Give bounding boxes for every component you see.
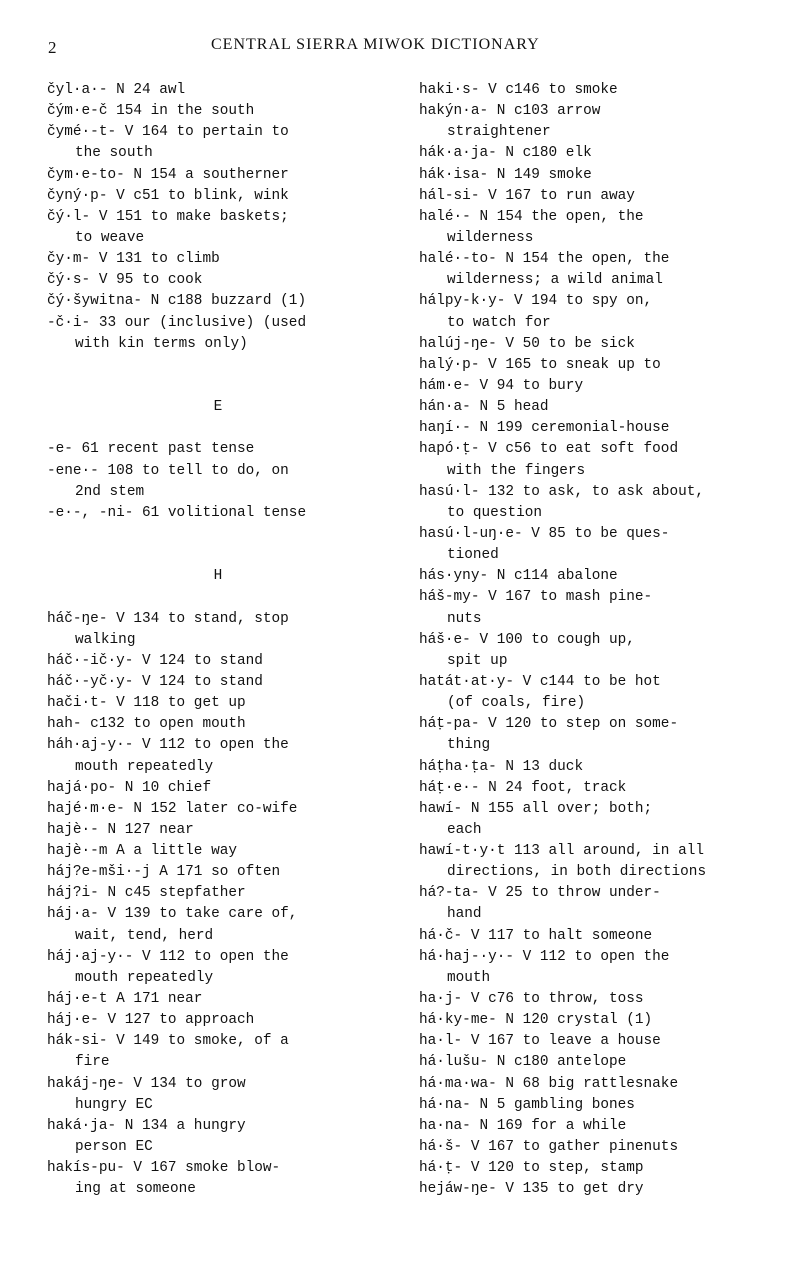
- dictionary-entry: hakýn·a- N c103 arrow: [419, 103, 601, 120]
- section-heading: H: [213, 568, 223, 585]
- dictionary-entry: háč·-yč·y- V 124 to stand: [47, 673, 263, 690]
- dictionary-entry: há·ky-me- N 120 crystal (1): [419, 1012, 653, 1029]
- section-heading: E: [213, 399, 223, 416]
- dictionary-entry: čy·m- V 131 to climb: [47, 251, 220, 268]
- dictionary-entry: háj·e-t A 171 near: [47, 991, 203, 1008]
- dictionary-entry: há·na- N 5 gambling bones: [419, 1096, 635, 1113]
- entry-continuation: the south: [75, 145, 153, 162]
- dictionary-entry: hajá·po- N 10 chief: [47, 779, 212, 796]
- dictionary-entry: hasú·l-uŋ·e- V 85 to be ques-: [419, 525, 670, 542]
- dictionary-entry: háj·aj-y·- V 112 to open the: [47, 948, 289, 965]
- entry-continuation: spit up: [447, 652, 508, 669]
- dictionary-entry: halúj-ŋe- V 50 to be sick: [419, 335, 635, 352]
- entry-continuation: each: [447, 821, 482, 838]
- dictionary-entry: há·lušu- N c180 antelope: [419, 1054, 627, 1071]
- dictionary-entry: hatát·at·y- V c144 to be hot: [419, 673, 661, 690]
- dictionary-entry: háj?i- N c45 stepfather: [47, 885, 246, 902]
- dictionary-entry: háj·e- V 127 to approach: [47, 1012, 255, 1029]
- blank-line: [47, 587, 399, 608]
- dictionary-entry: čý·l- V 151 to make baskets;: [47, 208, 289, 225]
- dictionary-entry: hejáw-ŋe- V 135 to get dry: [419, 1181, 644, 1198]
- dictionary-entry: há·ṭ- V 120 to step, stamp: [419, 1160, 644, 1177]
- dictionary-entry: hawí- N 155 all over; both;: [419, 800, 653, 817]
- dictionary-entry: hajè·- N 127 near: [47, 821, 194, 838]
- dictionary-entry: háč-ŋe- V 134 to stand, stop: [47, 610, 289, 627]
- dictionary-entry: ha·l- V 167 to leave a house: [419, 1033, 661, 1050]
- dictionary-entry: háš-my- V 167 to mash pine-: [419, 589, 653, 606]
- blank-line: [47, 524, 399, 545]
- blank-line: [47, 355, 399, 376]
- dictionary-entry: čyl·a·- N 24 awl: [47, 82, 186, 98]
- dictionary-entry: háṭha·ṭa- N 13 duck: [419, 758, 584, 775]
- dictionary-entry: hapó·ṭ- V c56 to eat soft food: [419, 441, 679, 458]
- dictionary-entry: ha·j- V c76 to throw, toss: [419, 991, 644, 1008]
- blank-line: [47, 376, 399, 397]
- dictionary-entry: čymé·-t- V 164 to pertain to: [47, 124, 289, 141]
- entry-continuation: fire: [75, 1054, 110, 1071]
- entry-continuation: tioned: [447, 547, 499, 564]
- dictionary-entry: hák·isa- N 149 smoke: [419, 166, 592, 183]
- dictionary-entry: čý·šywitna- N c188 buzzard (1): [47, 293, 307, 310]
- dictionary-entry: hawí-t·y·t 113 all around, in all: [419, 843, 704, 860]
- dictionary-entry: haki·s- V c146 to smoke: [419, 82, 618, 98]
- entry-continuation: wilderness; a wild animal: [447, 272, 663, 289]
- entry-continuation: directions, in both directions: [447, 864, 707, 881]
- dictionary-entry: há·č- V 117 to halt someone: [419, 927, 653, 944]
- dictionary-entry: hači·t- V 118 to get up: [47, 695, 246, 712]
- dictionary-entry: hajé·m·e- N 152 later co-wife: [47, 800, 298, 817]
- entry-continuation: person EC: [75, 1139, 153, 1156]
- dictionary-entry: čý·s- V 95 to cook: [47, 272, 203, 289]
- entry-continuation: (of coals, fire): [447, 695, 586, 712]
- entry-continuation: mouth repeatedly: [75, 758, 214, 775]
- blank-line: [47, 418, 399, 439]
- dictionary-entry: hah- c132 to open mouth: [47, 716, 246, 733]
- dictionary-entry: halé·-to- N 154 the open, the: [419, 251, 670, 268]
- entry-continuation: mouth repeatedly: [75, 969, 214, 986]
- entry-continuation: walking: [75, 631, 136, 648]
- entry-continuation: thing: [447, 737, 491, 754]
- dictionary-entry: háṭ·e·- N 24 foot, track: [419, 779, 627, 796]
- dictionary-entry: čyný·p- V c51 to blink, wink: [47, 187, 289, 204]
- dictionary-entry: haŋí·- N 199 ceremonial-house: [419, 420, 670, 437]
- dictionary-entry: -e- 61 recent past tense: [47, 441, 255, 458]
- entry-continuation: hand: [447, 906, 482, 923]
- dictionary-entry: hasú·l- 132 to ask, to ask about,: [419, 483, 704, 500]
- dictionary-entry: hám·e- V 94 to bury: [419, 377, 584, 394]
- dictionary-entry: há?-ta- V 25 to throw under-: [419, 885, 661, 902]
- dictionary-entry: hák-si- V 149 to smoke, of a: [47, 1033, 289, 1050]
- dictionary-entry: halý·p- V 165 to sneak up to: [419, 356, 661, 373]
- page-title: CENTRAL SIERRA MIWOK DICTIONARY: [211, 36, 540, 53]
- dictionary-entry: háj·a- V 139 to take care of,: [47, 906, 298, 923]
- dictionary-entry: čým·e-č 154 in the south: [47, 103, 255, 120]
- entry-continuation: wilderness: [447, 229, 534, 246]
- blank-line: [47, 545, 399, 566]
- dictionary-entry: háṭ-pa- V 120 to step on some-: [419, 716, 679, 733]
- dictionary-entry: há·haj-·y·- V 112 to open the: [419, 948, 670, 965]
- dictionary-entry: haká·ja- N 134 a hungry: [47, 1117, 246, 1134]
- entry-continuation: to question: [447, 504, 542, 521]
- dictionary-entry: ha·na- N 169 for a while: [419, 1117, 627, 1134]
- dictionary-entry: hás·yny- N c114 abalone: [419, 568, 618, 585]
- entry-continuation: with kin terms only): [75, 335, 248, 352]
- dictionary-entry: hák·a·ja- N c180 elk: [419, 145, 592, 162]
- dictionary-entry: háh·aj-y·- V 112 to open the: [47, 737, 289, 754]
- dictionary-entry: há·š- V 167 to gather pinenuts: [419, 1139, 679, 1156]
- page-number: 2: [48, 38, 57, 57]
- dictionary-entry: há·ma·wa- N 68 big rattlesnake: [419, 1075, 679, 1092]
- entry-continuation: ing at someone: [75, 1181, 196, 1198]
- dictionary-entry: halé·- N 154 the open, the: [419, 208, 644, 225]
- right-column: [419, 80, 789, 1200]
- dictionary-entry: čym·e-to- N 154 a southerner: [47, 166, 289, 183]
- dictionary-entry: -e·-, -ni- 61 volitional tense: [47, 504, 307, 521]
- dictionary-entry: háš·e- V 100 to cough up,: [419, 631, 635, 648]
- dictionary-entry: hán·a- N 5 head: [419, 399, 549, 416]
- dictionary-entry: háč·-ič·y- V 124 to stand: [47, 652, 263, 669]
- entry-continuation: straightener: [447, 124, 551, 141]
- entry-continuation: to watch for: [447, 314, 551, 331]
- left-column: [47, 80, 399, 1200]
- entry-continuation: hungry EC: [75, 1096, 153, 1113]
- entry-continuation: to weave: [75, 229, 145, 246]
- dictionary-entry: hakís-pu- V 167 smoke blow-: [47, 1160, 281, 1177]
- dictionary-entry: -ene·- 108 to tell to do, on: [47, 462, 289, 479]
- entry-continuation: mouth: [447, 969, 491, 986]
- dictionary-entry: hakáj-ŋe- V 134 to grow: [47, 1075, 246, 1092]
- dictionary-entry: hál-si- V 167 to run away: [419, 187, 635, 204]
- entry-continuation: 2nd stem: [75, 483, 145, 500]
- dictionary-entry: -č·i- 33 our (inclusive) (used: [47, 314, 307, 331]
- dictionary-entry: hajè·-m A a little way: [47, 843, 237, 860]
- entry-continuation: wait, tend, herd: [75, 927, 214, 944]
- entry-continuation: nuts: [447, 610, 482, 627]
- entry-continuation: with the fingers: [447, 462, 586, 479]
- dictionary-entry: hálpy-k·y- V 194 to spy on,: [419, 293, 653, 310]
- dictionary-entry: háj?e-mši·-j A 171 so often: [47, 864, 281, 881]
